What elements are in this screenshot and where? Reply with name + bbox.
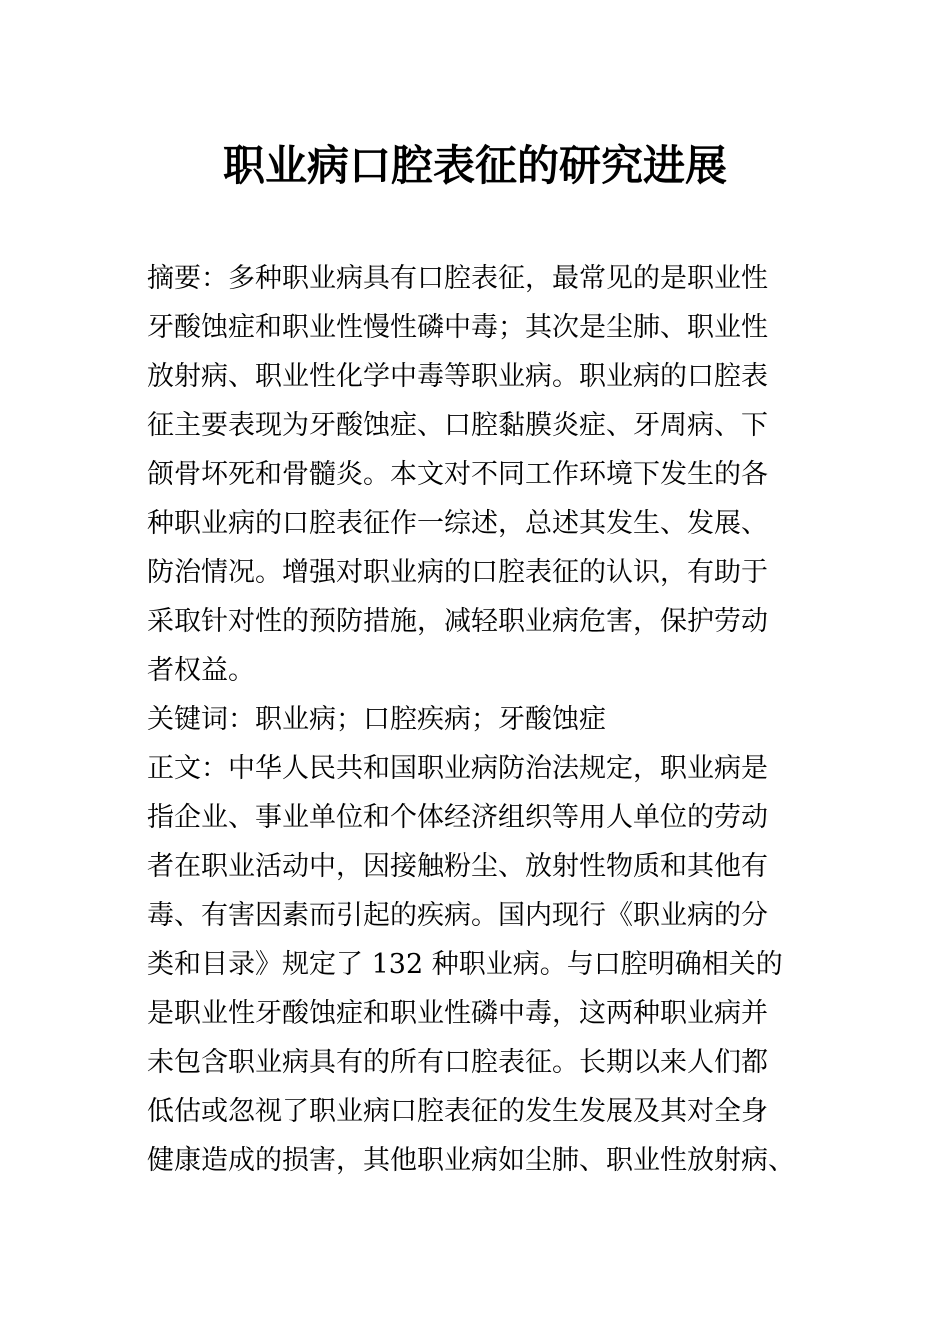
abstract-line: 采取针对性的预防措施，减轻职业病危害，保护劳动 bbox=[147, 606, 768, 637]
abstract-line: 防治情况。增强对职业病的口腔表征的认识，有助于 bbox=[147, 557, 768, 588]
keywords-line: 关键词：职业病；口腔疾病；牙酸蚀症 bbox=[147, 704, 606, 735]
body-line: 者在职业活动中，因接触粉尘、放射性物质和其他有 bbox=[147, 851, 768, 882]
abstract-line: 摘要：多种职业病具有口腔表征，最常见的是职业性 bbox=[147, 263, 768, 294]
body-line: 毒、有害因素而引起的疾病。国内现行《职业病的分 bbox=[147, 900, 768, 931]
body-line: 类和目录》规定了 132 种职业病。与口腔明确相关的 bbox=[147, 949, 783, 980]
body-line: 正文：中华人民共和国职业病防治法规定，职业病是 bbox=[147, 753, 768, 784]
abstract-line: 征主要表现为牙酸蚀症、口腔黏膜炎症、牙周病、下 bbox=[147, 410, 768, 441]
abstract-line: 牙酸蚀症和职业性慢性磷中毒；其次是尘肺、职业性 bbox=[147, 312, 768, 343]
document-body bbox=[147, 254, 827, 1185]
document-title: 职业病口腔表征的研究进展 bbox=[222, 141, 727, 190]
abstract-line: 颌骨坏死和骨髓炎。本文对不同工作环境下发生的各 bbox=[147, 459, 768, 490]
abstract-line: 放射病、职业性化学中毒等职业病。职业病的口腔表 bbox=[147, 361, 768, 392]
body-line: 低估或忽视了职业病口腔表征的发生发展及其对全身 bbox=[147, 1096, 768, 1127]
abstract-line: 种职业病的口腔表征作一综述，总述其发生、发展、 bbox=[147, 508, 768, 539]
body-line: 健康造成的损害，其他职业病如尘肺、职业性放射病、 bbox=[147, 1145, 795, 1176]
body-line: 指企业、事业单位和个体经济组织等用人单位的劳动 bbox=[147, 802, 768, 833]
body-line: 是职业性牙酸蚀症和职业性磷中毒，这两种职业病并 bbox=[147, 998, 768, 1029]
body-line: 未包含职业病具有的所有口腔表征。长期以来人们都 bbox=[147, 1047, 768, 1078]
abstract-line: 者权益。 bbox=[147, 655, 255, 686]
